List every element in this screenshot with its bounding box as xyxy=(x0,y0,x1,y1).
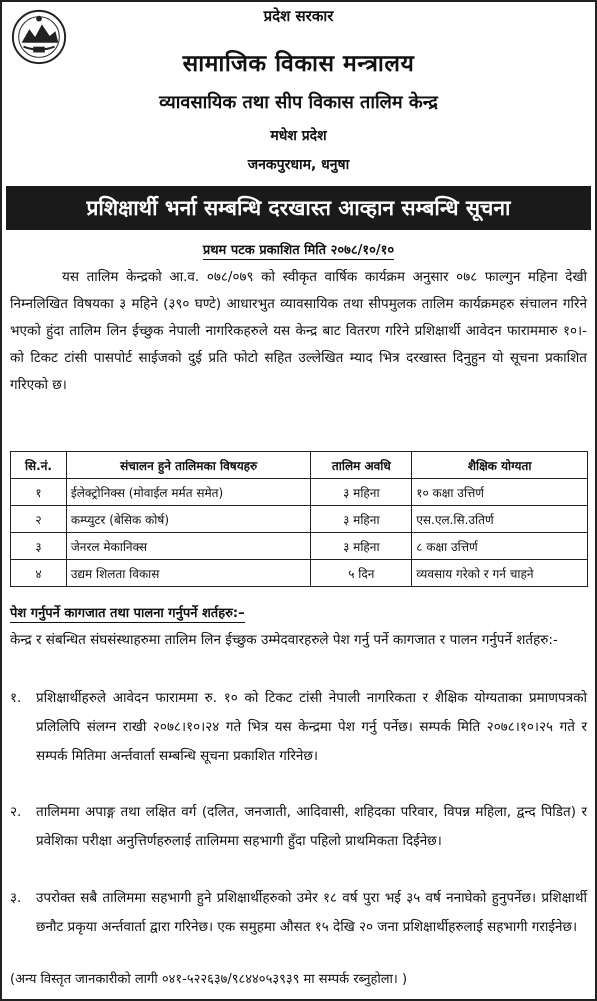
contact-note: (अन्य विस्तृत जानकारीको लागी ०४१-५२२६३७/९८४४०५३९३९ मा सम्पर्क रब्नुहोला। ) xyxy=(10,972,408,987)
cell-qualification: १० कक्षा उत्तिर्ण xyxy=(412,479,588,506)
condition-number: ३. xyxy=(10,890,22,906)
cell-duration: ३ महिना xyxy=(311,506,412,533)
cell-duration: ५ दिन xyxy=(311,560,412,587)
cell-duration: ३ महिना xyxy=(311,479,412,506)
cell-subject: कम्प्युटर (बेसिक कोर्ष) xyxy=(66,506,311,533)
city-label: जनकपुरधाम, धनुषा xyxy=(247,157,350,173)
published-date-text: प्रथम पटक प्रकाशित मिति २०७८/१०/१० xyxy=(202,243,395,258)
cell-serial: ३ xyxy=(11,533,67,560)
cell-qualification: ८ कक्षा उत्तिर्ण xyxy=(412,533,588,560)
condition-text: तालिममा अपाङ्ग तथा लक्षित वर्ग (दलित, जनजाती, आदिवासी, शहिदका परिवार, विपन्न महिला, द्वन्द पिडित) र प्रवेशिका परीक्षा अनुत्तिर्णहरुलाई तालिममा सहभागी हुँदा पहिलो प्राथमिकता दिईनेछ। xyxy=(36,804,587,849)
cell-subject: जेनरल मेकानिक्स xyxy=(66,533,311,560)
courses-table xyxy=(10,451,588,587)
conditions-heading: पेश गर्नुपर्ने कागजात तथा पालना गर्नुपर्ने शर्तहरु:– xyxy=(10,603,245,623)
condition-number: १. xyxy=(10,690,22,706)
province-label: मधेश प्रदेश xyxy=(270,128,327,144)
condition-item xyxy=(10,798,587,856)
cell-qualification: एस.एल.सि.उतिर्ण xyxy=(412,506,588,533)
cell-subject: उद्यम शिलता विकास xyxy=(66,560,311,587)
header-duration: तालिम अवधि xyxy=(311,452,412,479)
table-row xyxy=(11,533,588,560)
cell-serial: २ xyxy=(11,506,67,533)
header-serial: सि.नं. xyxy=(11,452,67,479)
table-row xyxy=(11,506,588,533)
cell-serial: ४ xyxy=(11,560,67,587)
intro-paragraph: यस तालिम केन्द्रको आ.व. ०७८/०७९ को स्वीकृत वार्षिक कार्यक्रम अनुसार ०७८ फाल्गुन महिना देखी निम्नलिखित विषयका ३ महिने (३९० घण्टे) आधारभुत व्यावसायिक तथा सीपमुलक तालिम कार्यक्रमहरु संचालन गरिने भएको हुंदा तालिम लिन ईच्छुक नेपाली नागरिकहरुले यस केन्द्र बाट वितरण गरिने प्रशिक्षार्थी आवेदन फाराममारु १०।- को टिकट टांसी पासपोर्ट साईजको दुई प्रति फोटो सहित उल्लेखित म्याद भित्र दरखास्त दिनुहुन यो सूचना प्रकाशित गरिएको छ। xyxy=(10,269,587,393)
conditions-intro: केन्द्र र संबन्धित संघसंस्थाहरुमा तालिम लिन ईच्छुक उम्मेदवारहरुले पेश गर्नु पर्ने कागजात र पालन गर्नुपर्ने शर्तहरु:- xyxy=(10,632,558,648)
notice-title-banner: प्रशिक्षार्थी भर्ना सम्बन्धि दरखास्त आव्हान सम्बन्धि सूचना xyxy=(6,186,591,230)
condition-text: उपरोक्त सबै तालिममा सहभागी हुने प्रशिक्षार्थीहरुको उमेर १८ वर्ष पुरा भई ३५ वर्ष ननाघेको हुनुपर्नेछ। प्रशिक्षार्थी छनौट प्रकृया अर्न्तवार्ता द्वारा गरिनेछ। एक समुहमा औसत १५ देखि २० जना प्रशिक्षार्थीहरुलाई सहभागी गराईनेछ। xyxy=(36,890,587,935)
cell-duration: ३ महिना xyxy=(311,533,412,560)
condition-text: प्रशिक्षार्थीहरुले आवेदन फाराममा रु. १० को टिकट टांसी नेपाली नागरिकता र शैक्षिक योग्यताका प्रमाणपत्रको प्रलिलिपि संलग्न राखी २०७८।१०।२४ गते भित्र यस केन्द्रमा पेश गर्नु पर्नेछ। सम्पर्क मिति २०७८।१०।२५ गते र सम्पर्क मितिमा अर्न्तवार्ता सम्बन्धि सूचना प्रकाशित गरिनेछ। xyxy=(36,690,587,764)
center-title: व्यावसायिक तथा सीप विकास तालिम केन्द्र xyxy=(159,92,438,113)
government-label: प्रदेश सरकार xyxy=(263,7,334,25)
table-row xyxy=(11,560,588,587)
cell-qualification: व्यवसाय गरेको र गर्न चाहने xyxy=(412,560,588,587)
condition-item xyxy=(10,884,587,942)
cell-subject: ईलेक्ट्रोनिक्स (मोवाईल मर्मत समेत) xyxy=(66,479,311,506)
table-header-row xyxy=(11,452,588,479)
header-subject: संचालन हुने तालिमका विषयहरु xyxy=(66,452,311,479)
table-row xyxy=(11,479,588,506)
cell-serial: १ xyxy=(11,479,67,506)
condition-number: २. xyxy=(10,804,22,820)
header-qualification: शैक्षिक योग्यता xyxy=(412,452,588,479)
published-date xyxy=(2,240,595,258)
ministry-title: सामाजिक विकास मन्त्रालय xyxy=(182,51,415,77)
condition-item xyxy=(10,684,587,771)
